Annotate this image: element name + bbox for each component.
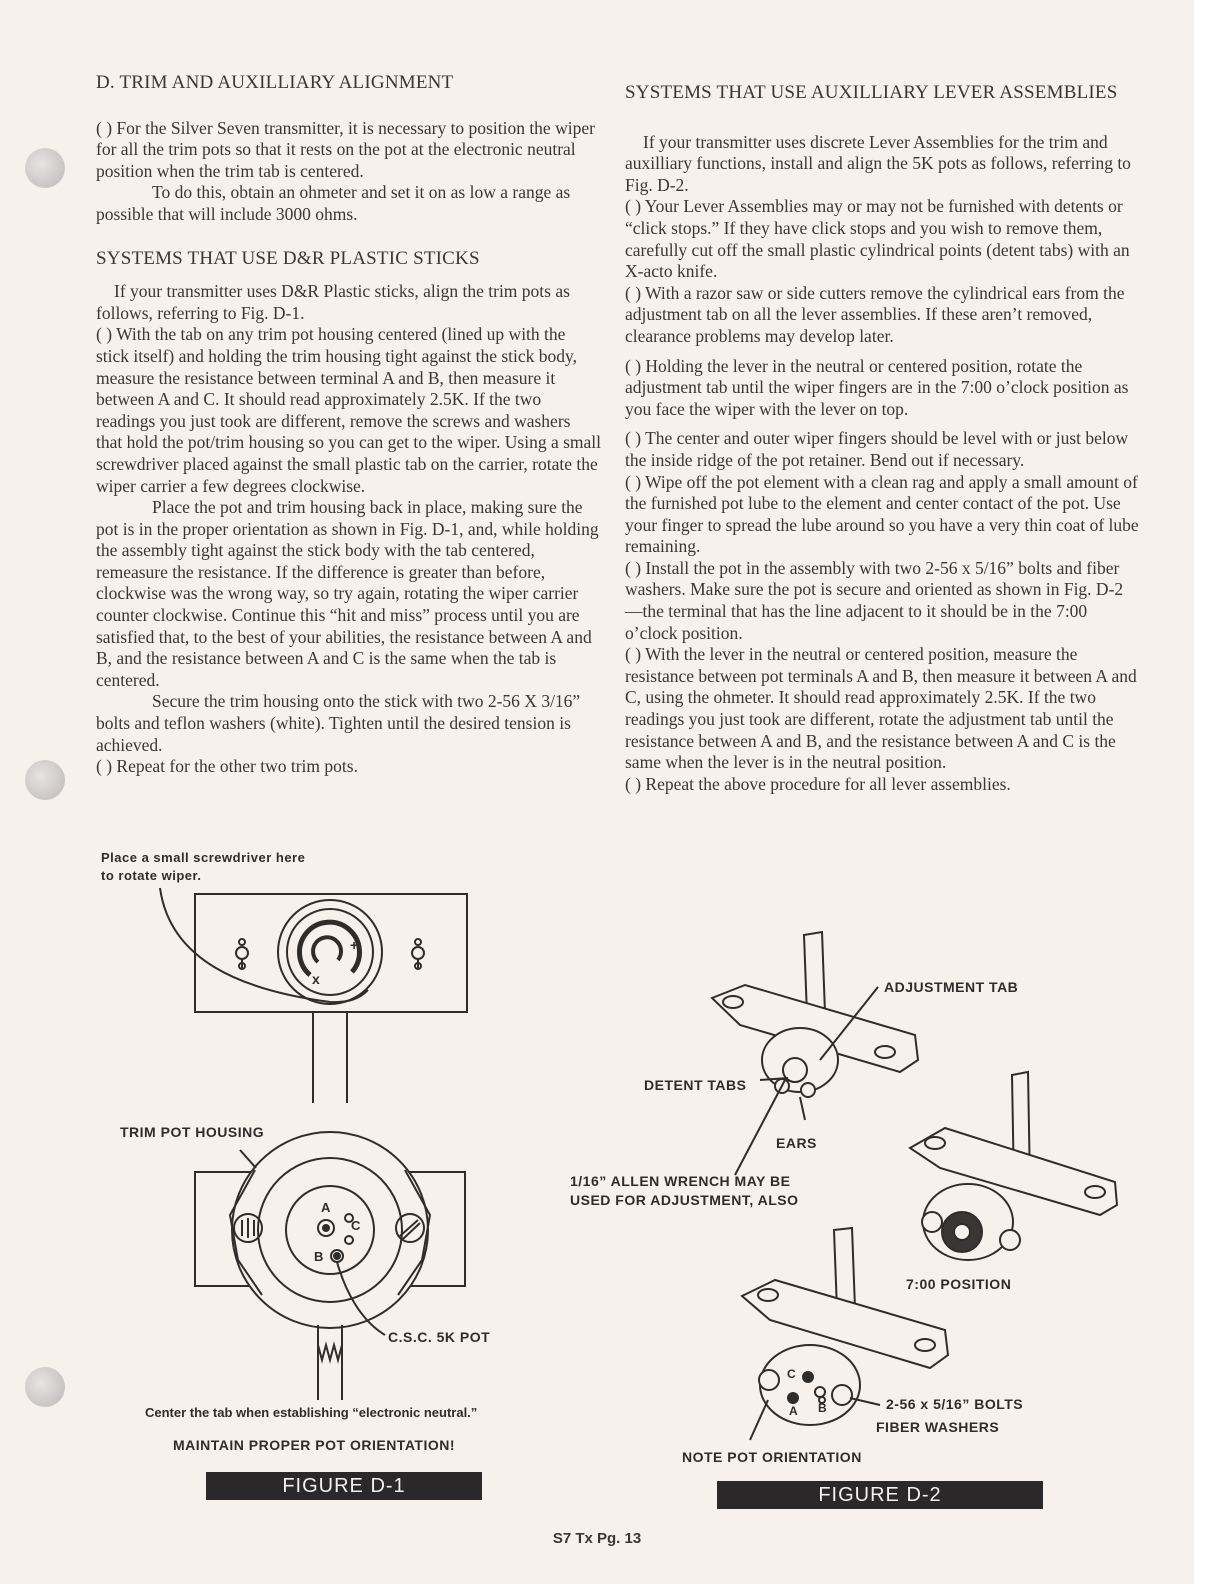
- screwdriver-note-line2: to rotate wiper.: [101, 868, 202, 883]
- paragraph: If your transmitter uses D&R Plastic sticks, align the trim pots as follows, referring to Fig. D-1.: [96, 281, 570, 323]
- orientation-note: MAINTAIN PROPER POT ORIENTATION!: [173, 1437, 455, 1453]
- figure-d1-caption: FIGURE D-1: [206, 1472, 482, 1500]
- paragraph: To do this, obtain an ohmeter and set it on as low a range as possible that will include 3000 ohms.: [96, 182, 571, 224]
- terminal-c-label: C: [351, 1218, 361, 1233]
- paragraph: ( ) For the Silver Seven transmitter, it is necessary to position the wiper for all the trim pots so that it rests on the pot at the electronic neutral position when the trim tab is centered.: [96, 117, 595, 181]
- screwdriver-note-line1: Place a small screwdriver here: [101, 850, 306, 865]
- paragraph: If your transmitter uses discrete Lever Assemblies for the trim and auxilliary functions, install and align the 5K pots as follows, referring to Fig. D-2.: [625, 131, 1131, 195]
- paragraph: ( ) Repeat the above procedure for all lever assemblies.: [625, 773, 1011, 794]
- adjustment-tab-label: ADJUSTMENT TAB: [884, 979, 1019, 995]
- csc-pot-label: C.S.C. 5K POT: [388, 1329, 491, 1345]
- paragraph: ( ) Holding the lever in the neutral or centered position, rotate the adjustment tab until the wiper fingers are in the 7:00 o’clock position as you face the wiper with the lever on top.: [625, 355, 1129, 419]
- trim-pot-housing-label: TRIM POT HOUSING: [120, 1124, 265, 1140]
- paragraph: ( ) Repeat for the other two trim pots.: [96, 756, 358, 777]
- terminal-c-label: C: [787, 1367, 797, 1381]
- paragraph: ( ) Wipe off the pot element with a clean rag and apply a small amount of the furnished pot lube to the element and center contact of the pot. Use your finger to spread the lube around so you have a very thin coat of lube remaining.: [625, 471, 1139, 557]
- section-heading: SYSTEMS THAT USE AUXILLIARY LEVER ASSEMBLIES: [625, 82, 1118, 103]
- subheading: SYSTEMS THAT USE D&R PLASTIC STICKS: [96, 247, 480, 269]
- figure-d1-drawing: [160, 888, 467, 1400]
- paragraph: Secure the trim housing onto the stick with two 2-56 X 3/16” bolts and teflon washers (white). Tighten until the desired tension is achieved.: [96, 691, 581, 755]
- svg-text:+: +: [350, 937, 359, 953]
- allen-wrench-note-line1: 1/16” ALLEN WRENCH MAY BE: [570, 1173, 791, 1189]
- allen-wrench-note-line2: USED FOR ADJUSTMENT, ALSO: [570, 1192, 799, 1208]
- paragraph: ( ) With the tab on any trim pot housing centered (lined up with the stick itself) and holding the trim housing tight against the stick body, measure the resistance between terminal A and B, then measure it between A and C. It should read approximately 2.5K. If the two readings you just took are different, remove the screws and washers that hold the pot/trim housing so you can get to the wiper. Using a small screwdriver placed against the small plastic tab on the carrier, rotate the wiper carrier a few degrees clockwise.: [96, 324, 602, 496]
- terminal-b-label: B: [818, 1401, 828, 1415]
- figure-d2-caption: FIGURE D-2: [717, 1481, 1043, 1509]
- section-heading: D. TRIM AND AUXILLIARY ALIGNMENT: [96, 72, 454, 93]
- paragraph: ( ) The center and outer wiper fingers should be level with or just below the inside ridge of the pot retainer. Bend out if necessary.: [625, 428, 1129, 470]
- paragraph: Place the pot and trim housing back in place, making sure the pot is in the proper orientation as shown in Fig. D-1, and, while holding the assembly tight against the stick body with the tab centered, remeasure the resistance. If the difference is greater than before, clockwise was the wrong way, so try again, rotating the wiper carrier counter clockwise. Continue this “hit and miss” process until you are satisfied that, to the best of your abilities, the resistance between A and B, and the resistance between A and C is the same when the tab is centered.: [96, 497, 599, 690]
- ears-label: EARS: [776, 1135, 817, 1151]
- center-tab-note: Center the tab when establishing “electronic neutral.”: [145, 1405, 478, 1420]
- seven-oclock-position-label: 7:00 POSITION: [906, 1276, 1012, 1292]
- bolts-label: 2-56 x 5/16” BOLTS: [886, 1396, 1024, 1412]
- terminal-a-label: A: [789, 1404, 799, 1418]
- page-number: S7 Tx Pg. 13: [552, 1530, 642, 1547]
- terminal-b-label: B: [314, 1249, 324, 1264]
- terminal-a-label: A: [321, 1200, 331, 1215]
- fiber-washers-label: FIBER WASHERS: [876, 1419, 1000, 1435]
- paragraph: ( ) Your Lever Assemblies may or may not be furnished with detents or “click stops.” If they have click stops and you wish to remove them, carefully cut off the small plastic cylindrical points (detent tabs) with an X-acto knife.: [625, 196, 1130, 282]
- svg-text:x: x: [312, 971, 320, 987]
- paragraph: ( ) With a razor saw or side cutters remove the cylindrical ears from the adjustment tab on all the lever assemblies. If these aren’t removed, clearance problems may develop later.: [625, 282, 1125, 346]
- note-pot-orientation-label: NOTE POT ORIENTATION: [682, 1449, 862, 1465]
- detent-tabs-label: DETENT TABS: [644, 1077, 747, 1093]
- paragraph: ( ) Install the pot in the assembly with two 2-56 x 5/16” bolts and fiber washers. Make sure the pot is secure and oriented as shown in Fig. D-2—the terminal that has the line adjacent to it should be in the 7:00 o’clock position.: [625, 557, 1124, 643]
- paragraph: ( ) With the lever in the neutral or centered position, measure the resistance between pot terminals A and B, then measure it between A and C, using the ohmeter. It should read approximately 2.5K. If the two readings you just took are different, rotate the adjustment tab until the resistance between A and B, and the resistance between A and C is the same when the lever is in the neutral position.: [625, 644, 1137, 773]
